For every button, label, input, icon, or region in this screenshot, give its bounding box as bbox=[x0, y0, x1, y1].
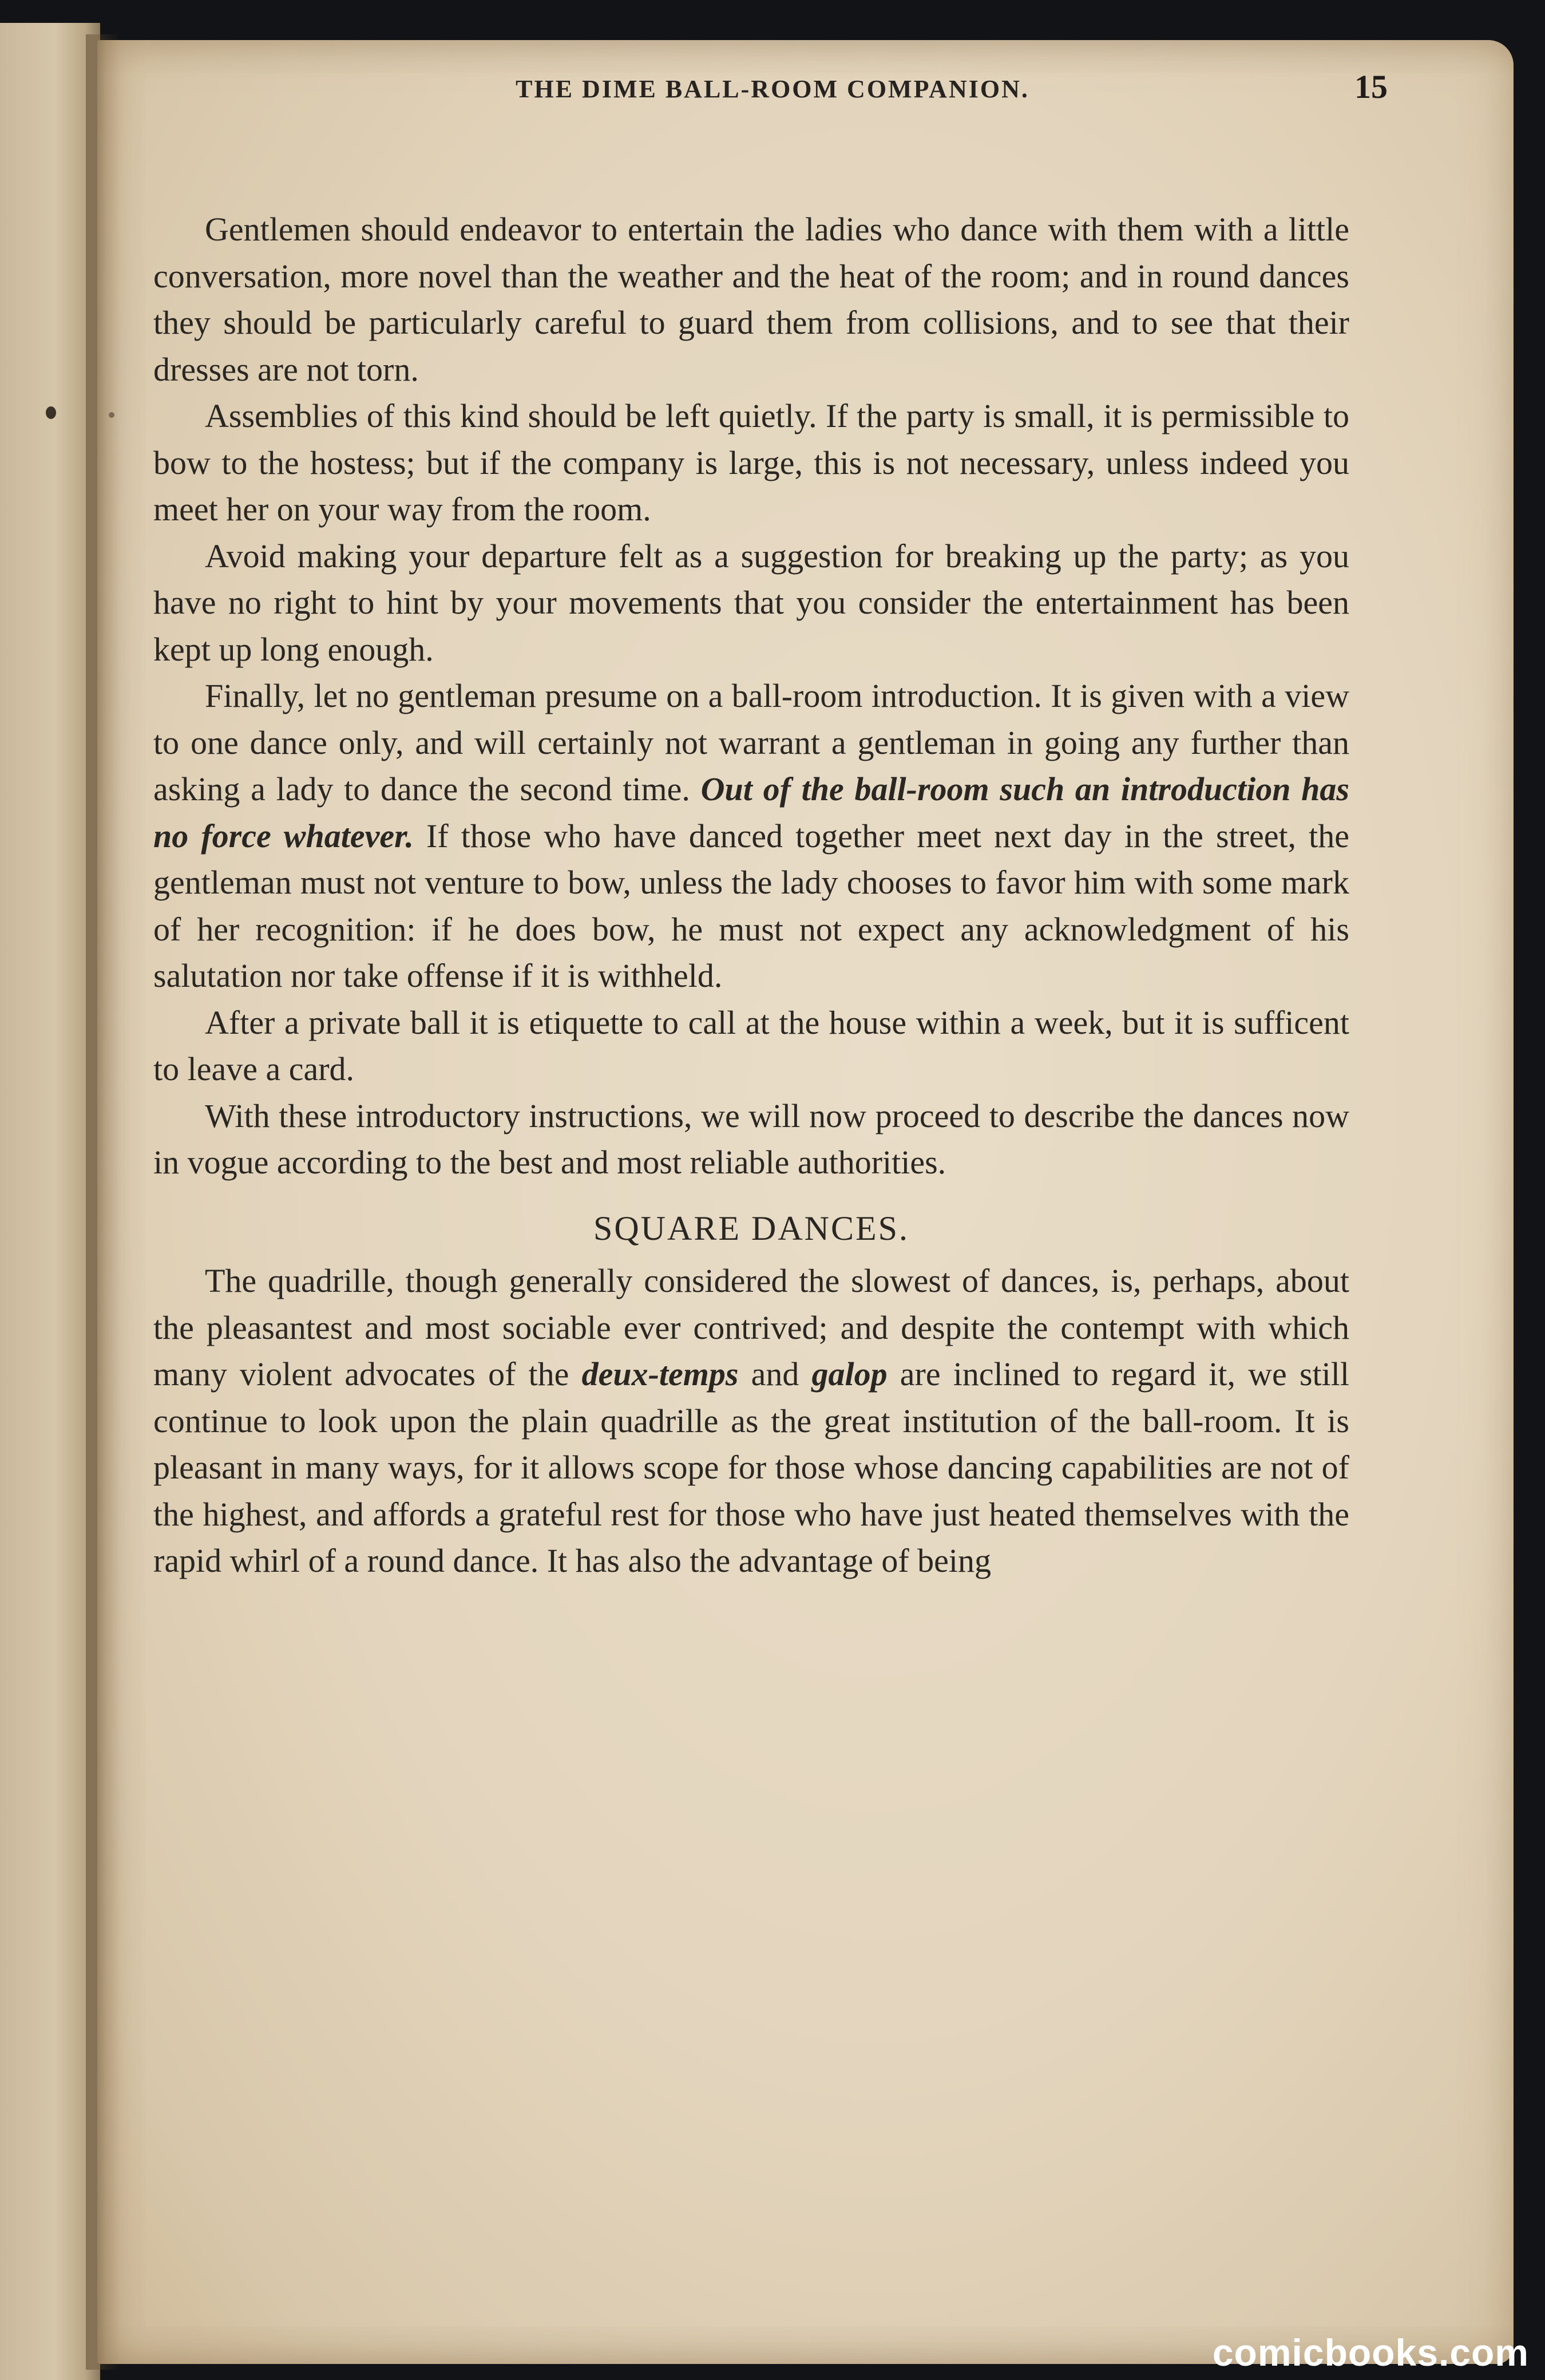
paragraph-text: are inclined to regard it, we still continue to look upon the plain quadrille as the great institution of the ball-room. It is pleasant in many ways, for it allows scope for those whose dancing capabilities are not of the highest, and affords a grateful rest for those who have just heated themselves with the rapid whirl of a round dance. It has also the advantage of being bbox=[153, 1355, 1349, 1579]
emphasized-text: Out of the ball-room such an introduction has no force whatever. bbox=[153, 770, 1349, 855]
paragraph: Avoid making your departure felt as a suggestion for breaking up the party; as you have no right to hint by your movements that you consider the entertainment has been kept up long enough. bbox=[153, 537, 1349, 668]
page-speck bbox=[46, 406, 56, 419]
paragraph bbox=[153, 673, 1349, 999]
paragraph-text: and bbox=[738, 1355, 812, 1393]
emphasized-text: galop bbox=[811, 1355, 888, 1393]
paragraph-text: The quadrille, though generally considered the slowest of dances, is, perhaps, about the pleasantest and most sociable ever contrived; and despite the contempt with which many violent advocates of the bbox=[153, 1262, 1349, 1393]
body-text bbox=[153, 206, 1349, 1584]
paragraph: Assemblies of this kind should be left quietly. If the party is small, it is permissible to bow to the hostess; but if the company is large, this is not necessary, unless indeed you meet her on your way from the room. bbox=[153, 397, 1349, 528]
paragraph: After a private ball it is etiquette to call at the house within a week, but it is sufficent to leave a card. bbox=[153, 1003, 1349, 1088]
emphasized-text: deux-temps bbox=[581, 1355, 739, 1393]
watermark: comicbooks.com bbox=[1212, 2331, 1529, 2374]
paragraph: With these introductory instructions, we will now proceed to describe the dances now in vogue according to the best and most reliable authorities. bbox=[153, 1097, 1349, 1181]
paragraph: Gentlemen should endeavor to entertain the ladies who dance with them with a little conversation, more novel than the weather and the heat of the room; and in round dances they should be particularly careful to guard them from collisions, and to see that their dresses are not torn. bbox=[153, 211, 1349, 388]
page-number: 15 bbox=[1354, 68, 1388, 105]
section-heading: SQUARE DANCES. bbox=[593, 1209, 910, 1247]
paragraph-text: If those who have danced together meet next day in the street, the gentleman must not venture to bow, unless the lady chooses to favor him with some mark of her recognition: if he does bow, he must not expect any acknowledgment of his salutation nor take offense if it is withheld. bbox=[153, 817, 1349, 994]
running-head: THE DIME BALL-ROOM COMPANION. bbox=[516, 75, 1029, 103]
paragraph bbox=[153, 1258, 1349, 1584]
page-speck bbox=[109, 412, 114, 418]
paragraph-text: Finally, let no gentleman presume on a ball-room introduction. It is given with a view to one dance only, and will certainly not warrant a gentleman in going any further than asking a lady to dance the second time. bbox=[153, 677, 1349, 808]
page-gutter-shadow bbox=[86, 34, 120, 2370]
previous-page-edge bbox=[0, 23, 100, 2380]
